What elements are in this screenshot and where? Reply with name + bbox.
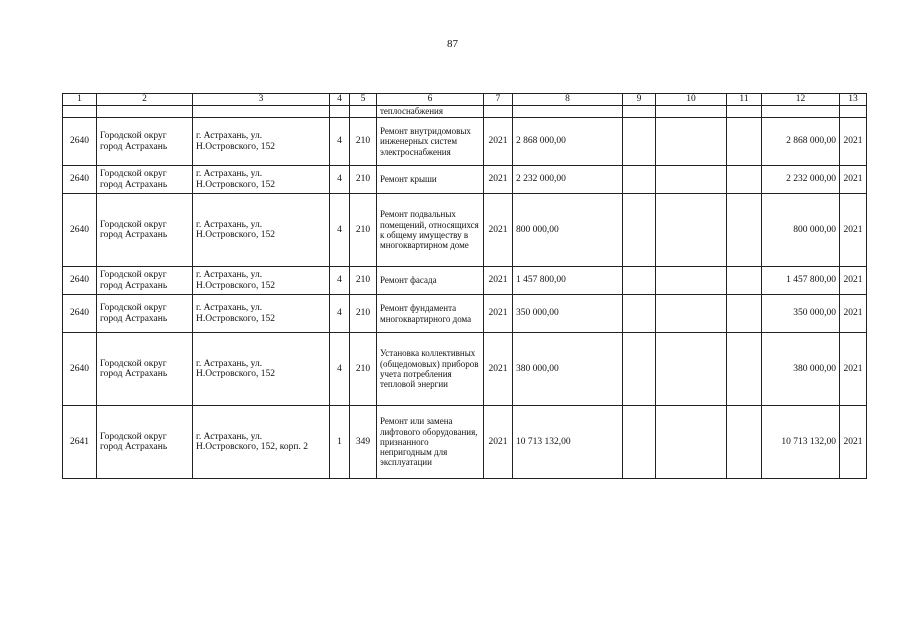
cell-entrances: 210 — [350, 295, 377, 333]
cell-work-type: Ремонт фасада — [377, 267, 484, 295]
column-number-header — [63, 94, 867, 106]
table-row — [63, 194, 867, 267]
cell-municipality: Городской округ город Астрахань — [97, 333, 193, 406]
cell-owners-cost — [727, 333, 762, 406]
cell-entrances: 349 — [350, 406, 377, 479]
cell-fund-cost — [623, 333, 656, 406]
cell-end-year: 2021 — [840, 333, 867, 406]
cell-start-year: 2021 — [484, 194, 513, 267]
cell-object-id: 2640 — [63, 194, 97, 267]
cell-owners-cost — [727, 194, 762, 267]
cell-end-year: 2021 — [840, 406, 867, 479]
cell-address: г. Астрахань, ул. Н.Островского, 152 — [193, 333, 330, 406]
cell-start-year: 2021 — [484, 295, 513, 333]
cell-end-year: 2021 — [840, 118, 867, 166]
cell-address: г. Астрахань, ул. Н.Островского, 152 — [193, 295, 330, 333]
cell-object-id: 2640 — [63, 295, 97, 333]
table-row — [63, 333, 867, 406]
col-num-4: 4 — [330, 94, 350, 106]
col-num-5: 5 — [350, 94, 377, 106]
cell-program-cost: 1 457 800,00 — [762, 267, 840, 295]
cell-budget-cost — [656, 406, 727, 479]
cell-entrances: 210 — [350, 333, 377, 406]
table-row — [63, 295, 867, 333]
cell-municipality: Городской округ город Астрахань — [97, 166, 193, 194]
cell-end-year: 2021 — [840, 295, 867, 333]
cell-work-type: Ремонт подвальных помещений, относящихся к общему имуществу в многоквартирном доме — [377, 194, 484, 267]
cell-fund-cost — [623, 267, 656, 295]
cell-start-year: 2021 — [484, 166, 513, 194]
cell-owners-cost — [727, 166, 762, 194]
cell-program-cost: 2 232 000,00 — [762, 166, 840, 194]
cell-program-cost: 380 000,00 — [762, 333, 840, 406]
continuation-row — [63, 106, 867, 118]
cell-address: г. Астрахань, ул. Н.Островского, 152 — [193, 166, 330, 194]
cell-budget-cost — [656, 267, 727, 295]
page-number: 87 — [447, 38, 458, 50]
cell-work-type: Ремонт или замена лифтового оборудования, признанного непригодным для эксплуатации — [377, 406, 484, 479]
cell-object-id: 2640 — [63, 333, 97, 406]
continuation-text: теплоснабжения — [377, 106, 484, 118]
col-num-2: 2 — [97, 94, 193, 106]
cell-entrances: 210 — [350, 194, 377, 267]
cell-object-id: 2641 — [63, 406, 97, 479]
cell-program-cost: 2 868 000,00 — [762, 118, 840, 166]
table-row — [63, 166, 867, 194]
cell-fund-cost — [623, 406, 656, 479]
cell-municipality: Городской округ город Астрахань — [97, 118, 193, 166]
cell-total-cost: 2 868 000,00 — [513, 118, 623, 166]
col-num-9: 9 — [623, 94, 656, 106]
cell-floors: 4 — [330, 194, 350, 267]
cell-work-type: Установка коллективных (общедомовых) приборов учета потребления тепловой энергии — [377, 333, 484, 406]
cell-end-year: 2021 — [840, 267, 867, 295]
cell-fund-cost — [623, 194, 656, 267]
cell-start-year: 2021 — [484, 333, 513, 406]
cell-work-type: Ремонт крыши — [377, 166, 484, 194]
cell-municipality: Городской округ город Астрахань — [97, 267, 193, 295]
cell-budget-cost — [656, 333, 727, 406]
cell-owners-cost — [727, 295, 762, 333]
table-row — [63, 267, 867, 295]
cell-fund-cost — [623, 166, 656, 194]
cell-entrances: 210 — [350, 166, 377, 194]
cell-object-id: 2640 — [63, 166, 97, 194]
cell-work-type: Ремонт внутридомовых инженерных систем электроснабжения — [377, 118, 484, 166]
cell-total-cost: 350 000,00 — [513, 295, 623, 333]
cell-program-cost: 350 000,00 — [762, 295, 840, 333]
cell-total-cost: 800 000,00 — [513, 194, 623, 267]
cell-address: г. Астрахань, ул. Н.Островского, 152, корп. 2 — [193, 406, 330, 479]
capital-repair-table — [62, 93, 867, 479]
cell-end-year: 2021 — [840, 194, 867, 267]
cell-program-cost: 800 000,00 — [762, 194, 840, 267]
col-num-13: 13 — [840, 94, 867, 106]
cell-entrances: 210 — [350, 267, 377, 295]
cell-address: г. Астрахань, ул. Н.Островского, 152 — [193, 194, 330, 267]
cell-entrances: 210 — [350, 118, 377, 166]
col-num-12: 12 — [762, 94, 840, 106]
col-num-7: 7 — [484, 94, 513, 106]
cell-work-type: Ремонт фундамента многоквартирного дома — [377, 295, 484, 333]
cell-total-cost: 380 000,00 — [513, 333, 623, 406]
cell-municipality: Городской округ город Астрахань — [97, 194, 193, 267]
cell-total-cost: 1 457 800,00 — [513, 267, 623, 295]
cell-object-id: 2640 — [63, 118, 97, 166]
cell-total-cost: 2 232 000,00 — [513, 166, 623, 194]
col-num-11: 11 — [727, 94, 762, 106]
cell-budget-cost — [656, 166, 727, 194]
cell-fund-cost — [623, 118, 656, 166]
cell-object-id: 2640 — [63, 267, 97, 295]
cell-owners-cost — [727, 118, 762, 166]
cell-address: г. Астрахань, ул. Н.Островского, 152 — [193, 267, 330, 295]
table-row — [63, 406, 867, 479]
col-num-1: 1 — [63, 94, 97, 106]
table-row — [63, 118, 867, 166]
cell-start-year: 2021 — [484, 118, 513, 166]
cell-address: г. Астрахань, ул. Н.Островского, 152 — [193, 118, 330, 166]
col-num-10: 10 — [656, 94, 727, 106]
cell-end-year: 2021 — [840, 166, 867, 194]
cell-municipality: Городской округ город Астрахань — [97, 406, 193, 479]
col-num-3: 3 — [193, 94, 330, 106]
cell-fund-cost — [623, 295, 656, 333]
cell-floors: 4 — [330, 333, 350, 406]
cell-floors: 4 — [330, 267, 350, 295]
col-num-8: 8 — [513, 94, 623, 106]
cell-start-year: 2021 — [484, 406, 513, 479]
cell-floors: 4 — [330, 166, 350, 194]
cell-floors: 4 — [330, 118, 350, 166]
cell-budget-cost — [656, 295, 727, 333]
cell-start-year: 2021 — [484, 267, 513, 295]
cell-floors: 1 — [330, 406, 350, 479]
cell-floors: 4 — [330, 295, 350, 333]
cell-municipality: Городской округ город Астрахань — [97, 295, 193, 333]
col-num-6: 6 — [377, 94, 484, 106]
cell-budget-cost — [656, 118, 727, 166]
cell-total-cost: 10 713 132,00 — [513, 406, 623, 479]
cell-owners-cost — [727, 267, 762, 295]
cell-budget-cost — [656, 194, 727, 267]
cell-owners-cost — [727, 406, 762, 479]
cell-program-cost: 10 713 132,00 — [762, 406, 840, 479]
